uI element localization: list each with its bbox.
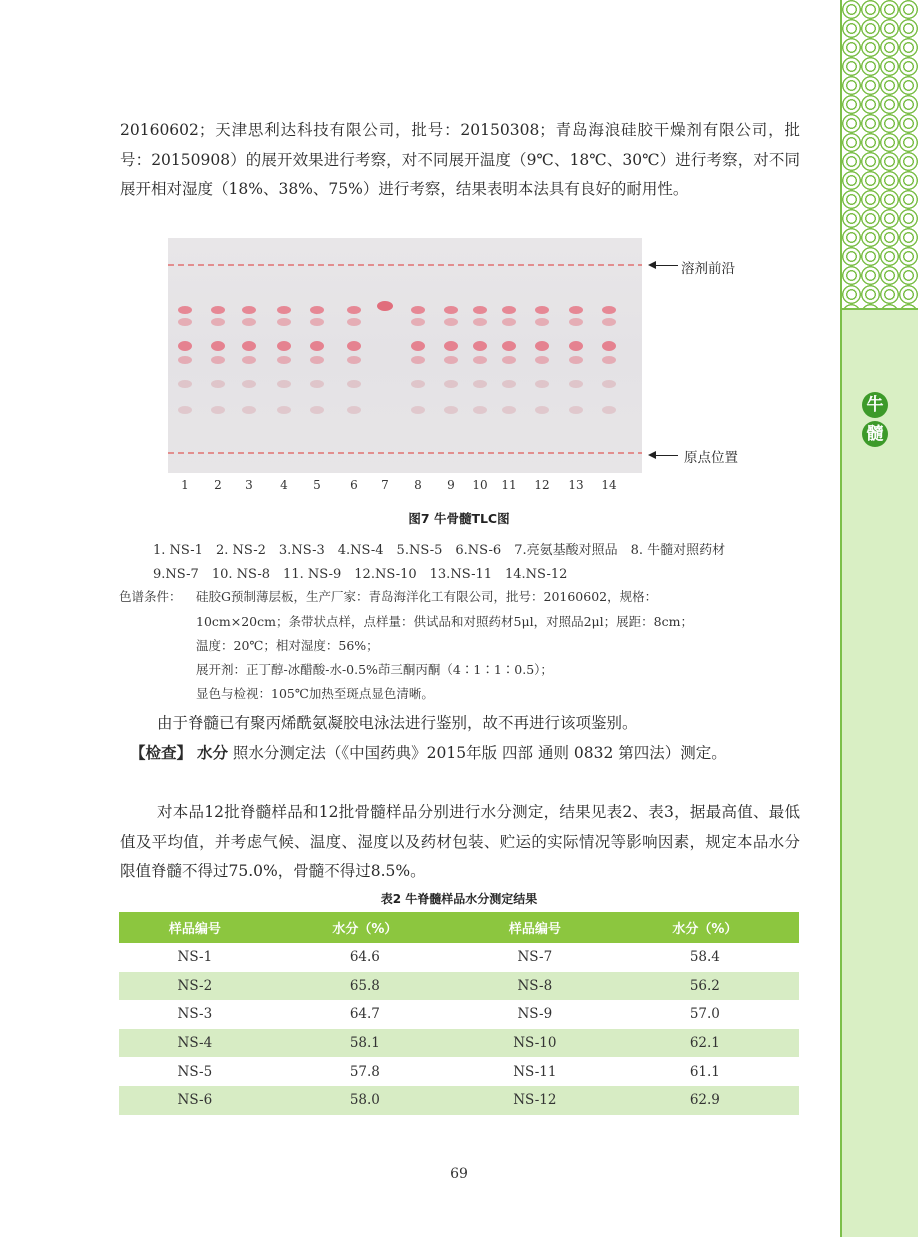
- cell: NS-6: [119, 1086, 271, 1115]
- tlc-spot: [602, 356, 616, 364]
- tlc-spot: [211, 406, 225, 414]
- tlc-spot: [473, 406, 487, 414]
- tlc-spot: [242, 356, 256, 364]
- intro-paragraph: 20160602；天津思利达科技有限公司，批号：20150308；青岛海浪硅胶干燥剂有限公司，批号：20150908）的展开效果进行考察，对不同展开温度（9℃、18℃、30℃）进行考察，对不同展开相对湿度（18%、38%、75%）进行考察，结果表明本法具有良好的耐用性。: [120, 121, 800, 198]
- tlc-plate-image: [168, 238, 642, 473]
- conditions-label: 色谱条件：: [119, 589, 182, 604]
- tlc-spot: [310, 356, 324, 364]
- cell: NS-11: [513, 1063, 557, 1080]
- lane-number: 7: [381, 478, 389, 492]
- tlc-spot: [310, 306, 324, 314]
- tlc-spot: [602, 306, 616, 314]
- solvent-front-label: 溶剂前沿: [681, 261, 735, 277]
- tlc-spot: [444, 406, 458, 414]
- tlc-spot: [411, 318, 425, 326]
- origin-label: 原点位置: [684, 450, 738, 466]
- cell: 64.6: [349, 949, 380, 966]
- tlc-spot: [347, 380, 361, 388]
- tlc-spot: [277, 380, 291, 388]
- cell: NS-5: [177, 1063, 213, 1080]
- tlc-spot: [178, 406, 192, 414]
- tlc-spot: [347, 406, 361, 414]
- tlc-spot: [277, 306, 291, 314]
- header-water-2: 水分（%）: [611, 912, 799, 943]
- cell: 56.2: [611, 972, 799, 1001]
- inspection-bracket: 【检查】: [130, 743, 193, 762]
- cell: 62.9: [611, 1086, 799, 1115]
- tlc-spot: [411, 306, 425, 314]
- tlc-spot: [444, 306, 458, 314]
- water-content-table: [119, 912, 799, 1115]
- tlc-spot: [444, 380, 458, 388]
- tlc-spot: [211, 341, 225, 351]
- legend-line-1: 1. NS-1 2. NS-2 3.NS-3 4.NS-4 5.NS-5 6.NS-6 7.亮氨基酸对照品 8. 牛髓对照药材: [153, 543, 726, 558]
- header-sample-id: 样品编号: [119, 912, 271, 943]
- conditions-line-3: 温度：20℃；相对湿度：56%；: [196, 638, 379, 653]
- table-row: [119, 943, 799, 972]
- origin-arrow: [650, 455, 678, 456]
- cell: 57.8: [349, 1063, 380, 1080]
- tlc-spot: [277, 341, 291, 351]
- tlc-spot: [473, 356, 487, 364]
- inspection-paragraph: [120, 738, 800, 769]
- table-header-row: [119, 912, 799, 943]
- lane-number: 13: [568, 478, 584, 492]
- lane-number: 1: [181, 478, 189, 492]
- cell: 62.1: [611, 1029, 799, 1058]
- tlc-spot: [242, 380, 256, 388]
- cell: NS-4: [119, 1029, 271, 1058]
- tlc-spot: [178, 380, 192, 388]
- tlc-spot: [473, 341, 487, 351]
- tlc-spot: [377, 301, 393, 311]
- tlc-spot: [211, 306, 225, 314]
- cell: NS-8: [459, 972, 611, 1001]
- inspection-item: 水分: [196, 743, 228, 762]
- tlc-spot: [444, 356, 458, 364]
- cell: 61.1: [689, 1063, 720, 1080]
- header-sample-id-2: 样品编号: [459, 912, 611, 943]
- cell: NS-9: [517, 1006, 553, 1023]
- cell: NS-10: [459, 1029, 611, 1058]
- lane-number: 14: [601, 478, 617, 492]
- lane-number: 2: [214, 478, 222, 492]
- tlc-spot: [347, 356, 361, 364]
- decorative-sidebar: [840, 0, 918, 1237]
- legend-line-2: 9.NS-7 10. NS-8 11. NS-9 12.NS-10 13.NS-11 14.NS-12: [153, 567, 568, 582]
- tlc-spot: [211, 356, 225, 364]
- table-row: [119, 1086, 799, 1115]
- table-row: [119, 1057, 799, 1086]
- inspection-text: 照水分测定法（《中国药典》2015年版 四部 通则 0832 第四法）测定。: [232, 744, 727, 762]
- water-paragraph: 对本品12批脊髓样品和12批骨髓样品分别进行水分测定，结果见表2、表3，据最高值、最低值及平均值，并考虑气候、温度、湿度以及药材包装、贮运的实际情况等影响因素，规定本品水分限值脊髓不得过75.0%，骨髓不得过8.5%。: [120, 803, 800, 880]
- tlc-spot: [211, 318, 225, 326]
- tlc-spot: [310, 341, 324, 351]
- lane-number: 4: [280, 478, 288, 492]
- tlc-spot: [602, 341, 616, 351]
- tlc-spot: [502, 380, 516, 388]
- tlc-spot: [602, 406, 616, 414]
- conditions-line-2: 10cm×20cm；条带状点样，点样量：供试品和对照药材5μl，对照品2μl；展距：8cm；: [196, 614, 693, 629]
- lane-number: 5: [313, 478, 321, 492]
- table-row: [119, 972, 799, 1001]
- lane-number: 12: [534, 478, 550, 492]
- tlc-spot: [411, 356, 425, 364]
- tlc-spot: [178, 341, 192, 351]
- tlc-spot: [473, 318, 487, 326]
- cell: 58.0: [271, 1086, 459, 1115]
- conditions-line-4: 展开剂：正丁醇-冰醋酸-水-0.5%茚三酮丙酮（4∶1∶1∶0.5）；: [196, 662, 553, 677]
- tlc-spot: [569, 406, 583, 414]
- tlc-spot: [277, 318, 291, 326]
- table-row: [119, 1000, 799, 1029]
- tlc-spot: [277, 356, 291, 364]
- tlc-spot: [242, 306, 256, 314]
- tlc-spot: [411, 406, 425, 414]
- tlc-spot: [535, 306, 549, 314]
- tlc-spot: [444, 318, 458, 326]
- tlc-spots: [178, 301, 616, 414]
- chapter-badge-1: 牛: [862, 392, 888, 418]
- tlc-spot: [602, 318, 616, 326]
- lane-number: 10: [472, 478, 488, 492]
- lane-number: 8: [414, 478, 422, 492]
- cell: NS-3: [177, 1006, 213, 1023]
- cell: 58.4: [689, 949, 720, 966]
- cell: NS-7: [517, 949, 553, 966]
- tlc-spot: [178, 318, 192, 326]
- lane-number: 3: [245, 478, 253, 492]
- table-caption: 表2 牛脊髓样品水分测定结果: [380, 892, 538, 906]
- tlc-spot: [569, 318, 583, 326]
- cloud-pattern: [842, 0, 918, 310]
- tlc-spot: [502, 356, 516, 364]
- header-water: 水分（%）: [271, 912, 459, 943]
- tlc-spot: [502, 318, 516, 326]
- tlc-spot: [473, 306, 487, 314]
- lane-numbers: [168, 478, 642, 494]
- tlc-spot: [535, 318, 549, 326]
- tlc-spot: [502, 341, 516, 351]
- cell: 57.0: [689, 1006, 720, 1023]
- cell: NS-2: [119, 972, 271, 1001]
- tlc-spot: [347, 318, 361, 326]
- cell: 58.1: [271, 1029, 459, 1058]
- tlc-spot: [502, 406, 516, 414]
- tlc-spot: [277, 406, 291, 414]
- tlc-spot: [347, 306, 361, 314]
- tlc-spot: [569, 380, 583, 388]
- conditions-line-5: 显色与检视：105℃加热至斑点显色清晰。: [196, 686, 434, 701]
- tlc-spot: [602, 380, 616, 388]
- tlc-spot: [535, 356, 549, 364]
- tlc-plate-svg: [168, 238, 642, 473]
- tlc-spot: [569, 341, 583, 351]
- tlc-spot: [242, 341, 256, 351]
- tlc-spot: [310, 318, 324, 326]
- tlc-spot: [211, 380, 225, 388]
- cell: NS-12: [459, 1086, 611, 1115]
- tlc-spot: [310, 406, 324, 414]
- tlc-spot: [444, 341, 458, 351]
- page-number: 69: [450, 1166, 468, 1182]
- tlc-spot: [178, 306, 192, 314]
- chapter-badge-2: 髓: [862, 421, 888, 447]
- tlc-spot: [242, 318, 256, 326]
- tlc-spot: [535, 341, 549, 351]
- tlc-spot: [535, 380, 549, 388]
- cell: 64.7: [349, 1006, 380, 1023]
- lane-number: 9: [447, 478, 455, 492]
- conditions-line-1: 硅胶G预制薄层板，生产厂家：青岛海洋化工有限公司，批号：20160602，规格：: [196, 589, 658, 604]
- tlc-spot: [535, 406, 549, 414]
- cell: NS-1: [177, 949, 213, 966]
- electrophoresis-paragraph: 由于脊髓已有聚丙烯酰氨凝胶电泳法进行鉴别，故不再进行该项鉴别。: [157, 714, 638, 732]
- tlc-spot: [178, 356, 192, 364]
- table-row: [119, 1029, 799, 1058]
- tlc-spot: [569, 306, 583, 314]
- tlc-spot: [347, 341, 361, 351]
- lane-number: 6: [350, 478, 358, 492]
- tlc-spot: [310, 380, 324, 388]
- cell: 65.8: [271, 972, 459, 1001]
- tlc-spot: [242, 406, 256, 414]
- lane-number: 11: [501, 478, 517, 492]
- tlc-spot: [411, 341, 425, 351]
- tlc-spot: [569, 356, 583, 364]
- tlc-spot: [502, 306, 516, 314]
- tlc-spot: [411, 380, 425, 388]
- tlc-spot: [473, 380, 487, 388]
- figure-caption: 图7 牛骨髓TLC图: [408, 511, 510, 526]
- solvent-front-arrow: [650, 265, 678, 266]
